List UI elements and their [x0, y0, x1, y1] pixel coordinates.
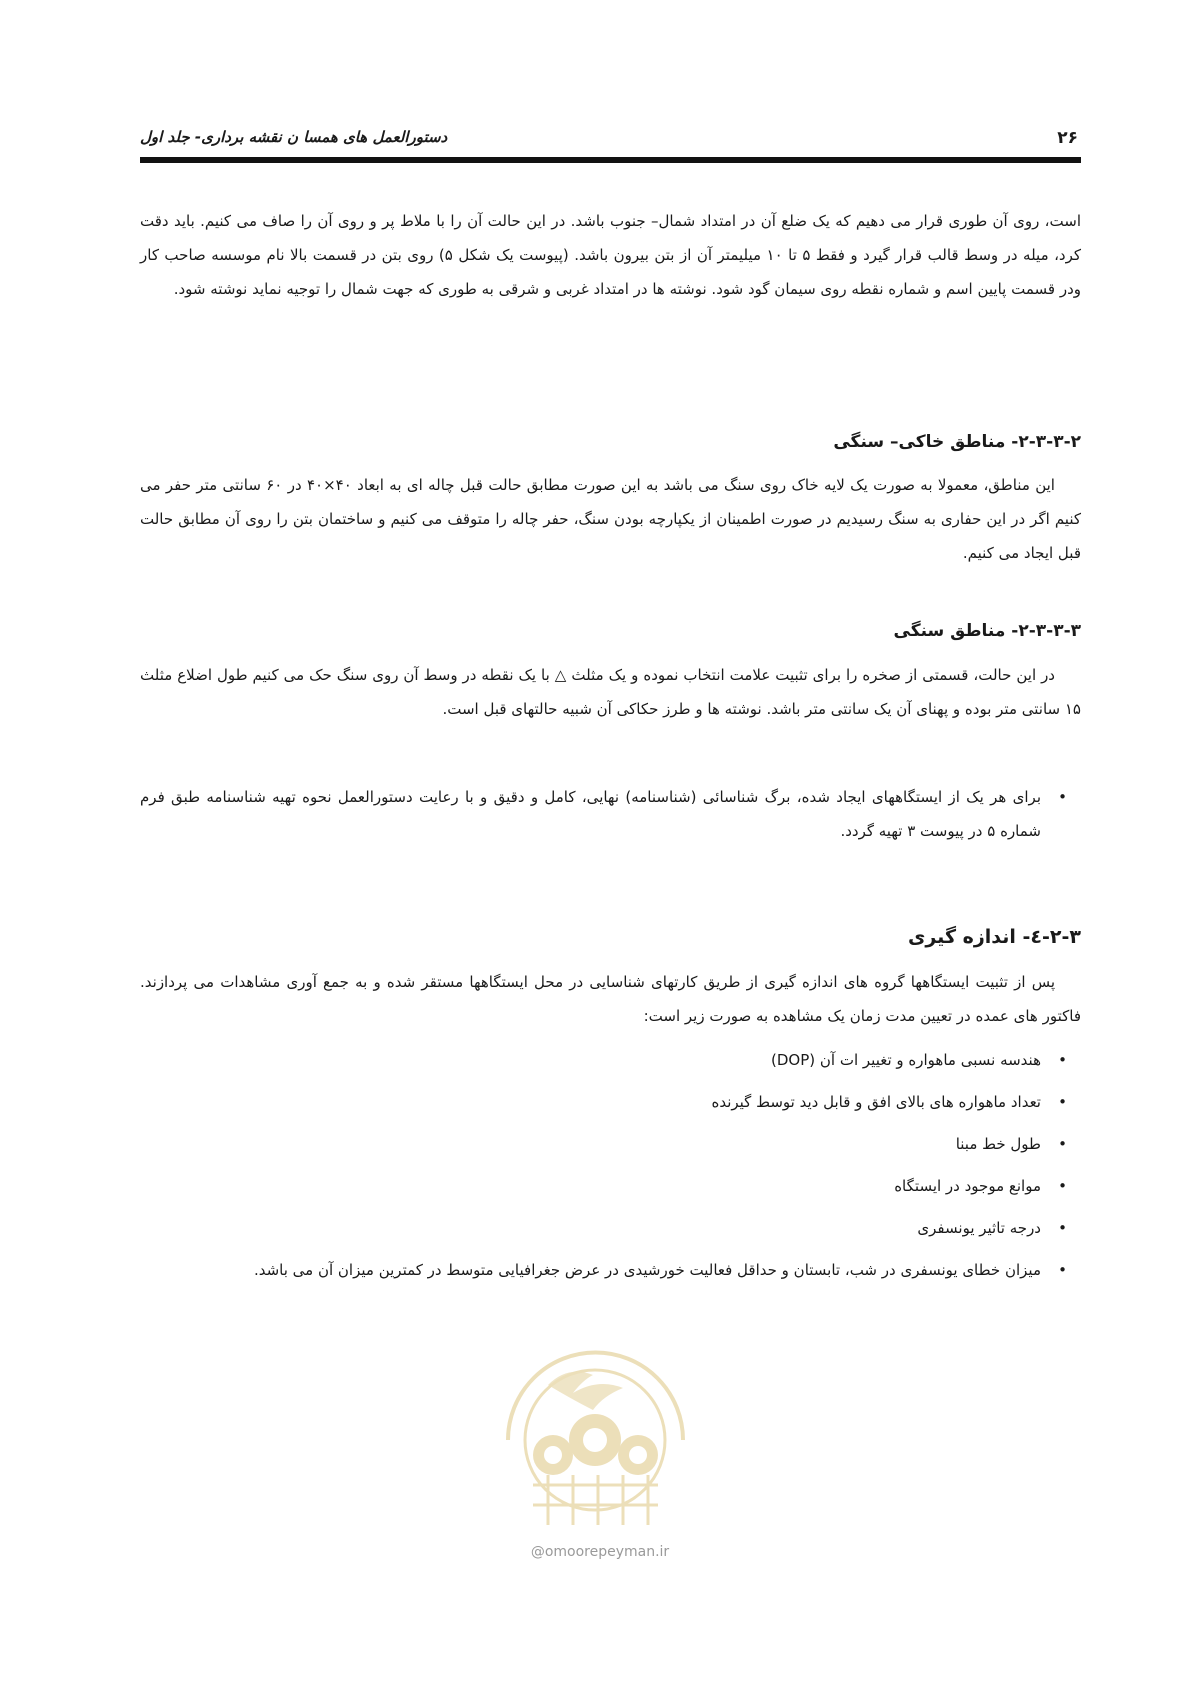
bullet-text: طول خط مبنا [955, 1135, 1041, 1153]
bullet-text: موانع موجود در ایستگاه [894, 1177, 1041, 1195]
measurement-paragraph: پس از تثبیت ایستگاهها گروه های اندازه گیری از طریق کارتهای شناسایی در محل ایستگاهها مستقر شده و به جمع آوری مشاهدات می پردازند. فاکتور های عمده در تعیین مدت زمان یک مشاهده به صورت زیر است: [140, 973, 1081, 1025]
bullet-dot-icon: • [1058, 1051, 1067, 1069]
bullet-dot-icon: • [1058, 788, 1067, 806]
watermark-logo-icon [488, 1345, 703, 1535]
heading-measurement: ۲-۳-٤- اندازه گیری [907, 926, 1081, 948]
soil-rock-paragraph: این مناطق، معمولا به صورت یک لایه خاک روی سنگ می باشد به این صورت مطابق حالت قبل چاله ای به ابعاد ۴۰×۴۰ در ۶۰ سانتی متر حفر می کنیم اگر در این حفاری به سنگ رسیدیم در صورت اطمینان از یکپارچه بودن سنگ، حفر چاله را متوقف می کنیم و ساختمان بتن را روی آن مطابق حالت قبل ایجاد می کنیم. [140, 476, 1081, 562]
bullet-text: تعداد ماهواره های بالای افق و قابل دید توسط گیرنده [711, 1093, 1041, 1111]
running-header-title: دستورالعمل های همسا ن نقشه برداری- جلد اول [140, 128, 448, 146]
bullet-item [140, 1169, 1081, 1203]
bullet-text: برای هر یک از ایستگاههای ایجاد شده، برگ شناسائی (شناسنامه) نهایی، کامل و دقیق و با رعایت دستورالعمل نحوه تهیه شناسنامه طبق فرم شماره ۵ در پیوست ۳ تهیه گردد. [140, 788, 1041, 840]
page-number: ۲۶ [1057, 128, 1078, 148]
rock-paragraph: در این حالت، قسمتی از صخره را برای تثبیت علامت انتخاب نموده و یک مثلث △ با یک نقطه در وسط آن روی سنگ حک می کنیم طول اضلاع مثلث ۱۵ سانتی متر بوده و پهنای آن یک سانتی متر باشد. نوشته ها و طرز حکاکی آن شبیه حالتهای قبل است. [140, 666, 1081, 718]
intro-paragraph: است، روی آن طوری قرار می دهیم که یک ضلع آن در امتداد شمال– جنوب باشد. در این حالت آن را با ملاط پر و روی آن را صاف می کنیم. باید دقت کرد، میله در وسط قالب قرار گیرد و فقط ۵ تا ۱۰ میلیمتر آن از بتن بیرون باشد. (پیوست یک شکل ۵) روی بتن در قسمت بالا نام موسسه صاحب کار ودر قسمت پایین اسم و شماره نقطه روی سیمان گود شود. نوشته ها در امتداد غربی و شرقی به طوری که جهت شمال را توجیه نماید نوشته شود. [140, 212, 1082, 298]
bullet-dot-icon: • [1058, 1177, 1067, 1195]
bullet-item [140, 1043, 1081, 1077]
bullet-item [140, 780, 1081, 848]
bullet-item [140, 1211, 1081, 1245]
bullet-item [140, 1253, 1081, 1287]
bullet-text: درجه تاثیر یونسفری [917, 1219, 1041, 1237]
bullet-dot-icon: • [1058, 1219, 1067, 1237]
heading-soil-rock-areas: ۲-۳-۳-۲- مناطق خاکی– سنگی [833, 432, 1081, 452]
bullet-text: هندسه نسبی ماهواره و تغییر ات آن (DOP) [771, 1051, 1041, 1069]
bullet-dot-icon: • [1058, 1135, 1067, 1153]
header-rule [140, 157, 1081, 163]
bullet-text: میزان خطای یونسفری در شب، تابستان و حداقل فعالیت خورشیدی در عرض جغرافیایی متوسط در کمترین میزان آن می باشد. [253, 1261, 1041, 1279]
bullet-dot-icon: • [1058, 1093, 1067, 1111]
bullet-item [140, 1085, 1081, 1119]
bullet-item [140, 1127, 1081, 1161]
heading-rock-areas: ۲-۳-۳-۳- مناطق سنگی [893, 621, 1081, 641]
watermark-url: @omoorepeyman.ir [530, 1544, 670, 1560]
bullet-dot-icon: • [1058, 1261, 1067, 1279]
